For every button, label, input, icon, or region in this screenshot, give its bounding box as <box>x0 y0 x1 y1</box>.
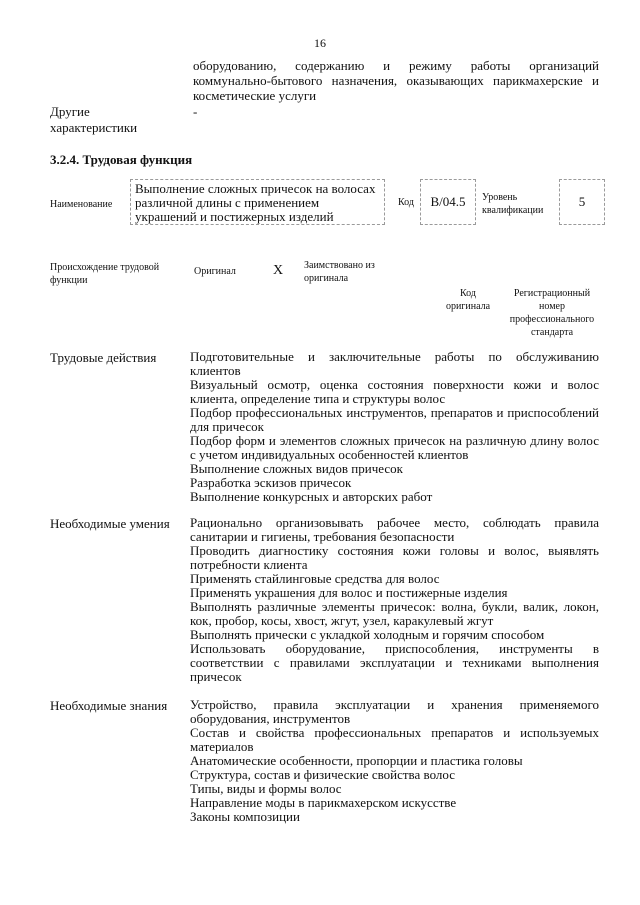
original-code-label <box>433 287 503 313</box>
section-title: 3.2.4. Трудовая функция <box>50 152 193 167</box>
list-item-line: клиента, определение типа и структуры волос <box>190 391 446 406</box>
level-label-line: Уровень <box>482 192 518 203</box>
list-item-line: Выполнение сложных видов причесок <box>190 461 403 476</box>
borrowed-label-line: оригинала <box>304 273 349 284</box>
list-item-line: Применять украшения для волос и постижерные изделия <box>190 585 508 600</box>
list-item-line: для причесок <box>190 419 264 434</box>
list-item-line: Выполнять прически с укладкой холодным и горячим способом <box>190 627 545 642</box>
other-characteristics-label <box>50 104 180 136</box>
list-item-line: Подбор профессиональных инструментов, препаратов и приспособлений <box>190 405 599 420</box>
list-item-line: оборудования, инструментов <box>190 711 351 726</box>
other-characteristics-value: - <box>193 104 198 119</box>
list-item <box>190 810 599 824</box>
list-item-line: санитарии и гигиены, требования безопасности <box>190 529 455 544</box>
list-item-line: потребности клиента <box>190 557 308 572</box>
list-item <box>190 462 599 476</box>
function-name-line: Выполнение сложных причесок на волосах <box>135 181 376 196</box>
intro-line: косметические услуги <box>193 88 317 103</box>
list-item-line: Состав и свойства профессиональных препаратов и используемых <box>190 725 599 740</box>
list-item <box>190 782 599 796</box>
original-mark: X <box>273 263 284 278</box>
code-value: B/04.5 <box>430 194 466 209</box>
list-item <box>190 600 599 628</box>
origin-label-line: Происхождение трудовой <box>50 262 160 273</box>
other-label-line: характеристики <box>50 120 138 135</box>
function-name-box <box>130 179 385 225</box>
registration-number-label <box>502 287 602 339</box>
list-item-line: Анатомические особенности, пропорции и пластика головы <box>190 753 523 768</box>
required-knowledge-label: Необходимые знания <box>50 698 168 713</box>
function-name-line: различной длины с применением <box>135 195 320 210</box>
list-item <box>190 516 599 544</box>
intro-paragraph <box>193 58 599 103</box>
list-item-line: материалов <box>190 739 254 754</box>
list-item <box>190 434 599 462</box>
labor-actions-list <box>190 350 599 504</box>
list-item-line: клиентов <box>190 363 241 378</box>
list-item <box>190 754 599 768</box>
level-label-line: квалификации <box>482 205 544 216</box>
list-item-line: Выполнять различные элементы причесок: волна, букли, валик, локон, <box>190 599 599 614</box>
list-item-line: Типы, виды и формы волос <box>190 781 342 796</box>
reg-num-line: стандарта <box>530 327 574 338</box>
intro-line: коммунально-бытового назначения, оказывающих парикмахерские и <box>193 73 599 88</box>
list-item <box>190 378 599 406</box>
list-item <box>190 642 599 684</box>
borrowed-label-line: Заимствовано из <box>304 260 375 271</box>
page-number: 16 <box>314 36 326 50</box>
list-item-line: Визуальный осмотр, оценка состояния поверхности кожи и волос <box>190 377 599 392</box>
intro-line: оборудованию, содержанию и режиму работы организаций <box>193 58 599 73</box>
list-item-line: Использовать оборудование, приспособления, инструменты в <box>190 641 599 656</box>
required-skills-label: Необходимые умения <box>50 516 170 531</box>
reg-num-line: номер <box>539 301 565 312</box>
list-item <box>190 544 599 572</box>
list-item-line: Разработка эскизов причесок <box>190 475 352 490</box>
list-item-line: соответствии с правилами эксплуатации и техниками выполнения <box>190 655 599 670</box>
list-item <box>190 698 599 726</box>
list-item <box>190 796 599 810</box>
list-item-line: Структура, состав и физические свойства волос <box>190 767 456 782</box>
list-item-line: Подбор форм и элементов сложных причесок на различную длину волос <box>190 433 599 448</box>
required-knowledge-list <box>190 698 599 824</box>
orig-code-line: Код <box>460 288 476 299</box>
list-item <box>190 350 599 378</box>
list-item-line: Законы композиции <box>190 809 300 824</box>
list-item <box>190 586 599 600</box>
list-item-line: Применять стайлинговые средства для волос <box>190 571 440 586</box>
function-name-line: украшений и постижерных изделий <box>135 209 334 224</box>
list-item <box>190 406 599 434</box>
reg-num-line: Регистрационный <box>513 288 591 299</box>
qualification-level-box <box>559 179 605 225</box>
list-item-line: Направление моды в парикмахерском искусстве <box>190 795 457 810</box>
required-skills-list <box>190 516 599 684</box>
list-item-line: причесок <box>190 669 242 684</box>
orig-code-line: оригинала <box>445 301 491 312</box>
list-item-line: Рационально организовывать рабочее место, соблюдать правила <box>190 515 599 530</box>
qualification-level-label <box>482 191 554 217</box>
list-item <box>190 768 599 782</box>
qualification-level-value: 5 <box>578 194 586 209</box>
other-label-line: Другие <box>50 104 90 119</box>
code-label: Код <box>398 197 414 208</box>
list-item-line: Проводить диагностику состояния кожи головы и волос, выявлять <box>190 543 599 558</box>
labor-actions-label: Трудовые действия <box>50 350 157 365</box>
list-item-line: с учетом индивидуальных особенностей клиентов <box>190 447 469 462</box>
origin-label <box>50 261 180 287</box>
code-value-box <box>420 179 476 225</box>
list-item <box>190 628 599 642</box>
list-item <box>190 726 599 754</box>
list-item <box>190 572 599 586</box>
origin-label-line: функции <box>50 275 88 286</box>
list-item <box>190 490 599 504</box>
list-item-line: Подготовительные и заключительные работы по обслуживанию <box>190 349 599 364</box>
list-item-line: Устройство, правила эксплуатации и хранения применяемого <box>190 697 599 712</box>
list-item <box>190 476 599 490</box>
borrowed-label <box>304 259 404 285</box>
list-item-line: кок, пробор, косы, хвост, жгут, узел, каракулевый жгут <box>190 613 494 628</box>
list-item-line: Выполнение конкурсных и авторских работ <box>190 489 433 504</box>
original-label: Оригинал <box>194 266 236 277</box>
name-label: Наименование <box>50 199 113 210</box>
reg-num-line: профессионального <box>509 314 595 325</box>
